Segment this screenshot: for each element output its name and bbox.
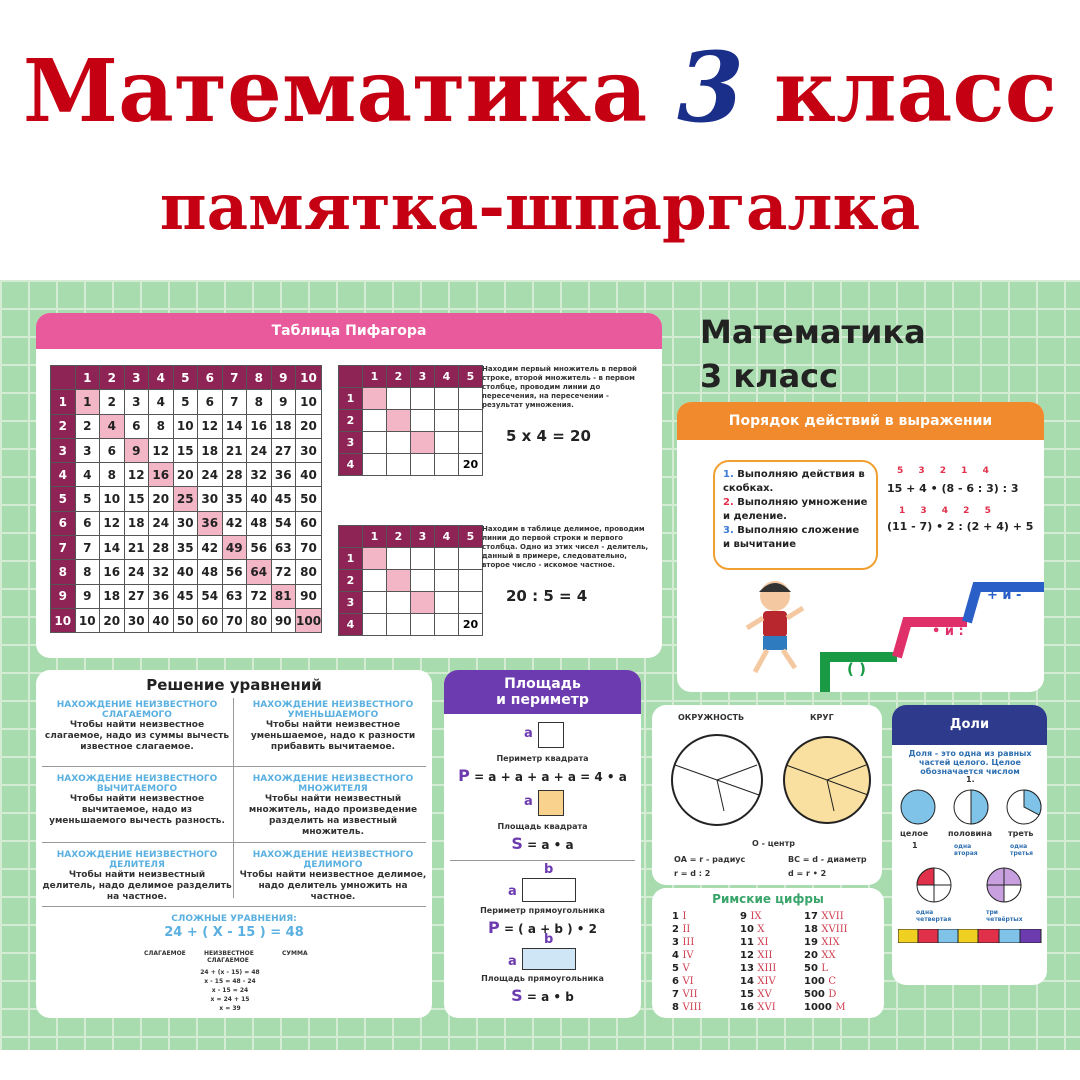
rectangle-outline: [522, 878, 576, 902]
square-area-formula: S = a • a: [511, 834, 574, 853]
quarter-circles: [912, 865, 1032, 905]
roman-row: 14 XIV: [740, 976, 776, 987]
product-cell: 15: [173, 438, 198, 462]
rect-perimeter-label: Периметр прямоугольника: [480, 906, 605, 915]
product-cell: 14: [222, 414, 247, 438]
product-cell: 63: [271, 536, 296, 560]
header-cell: 8: [247, 366, 272, 390]
pythagoras-card: [36, 313, 662, 658]
product-cell: 28: [222, 463, 247, 487]
three-quarters-words: три четвёртых: [986, 909, 1023, 923]
product-cell: 27: [271, 438, 296, 462]
equations-card: [36, 670, 432, 1018]
expr1: 15 + 4 • (8 - 6 : 3) : 3: [887, 482, 1019, 495]
product-cell: 7: [222, 390, 247, 414]
product-cell: 1: [75, 390, 100, 414]
pythagoras-title: Таблица Пифагора: [36, 313, 662, 349]
product-cell: 10: [296, 390, 322, 414]
circle-diagrams: [662, 725, 872, 835]
product-cell: 32: [247, 463, 272, 487]
product-cell: 20: [173, 463, 198, 487]
divide-note: Находим в таблице делимое, проводим линии до первой строки и первого столбца. Одно из этих чисел - делитель, данный в примере, следовательно, второе число - искомое частное.: [482, 525, 649, 569]
header-cell: 10: [51, 608, 76, 632]
third-words: одна третья: [1010, 843, 1033, 857]
divider: [450, 860, 635, 861]
cheat-sheet-board: [0, 280, 1080, 1050]
mini-cell: [435, 454, 459, 476]
product-cell: 50: [173, 608, 198, 632]
product-cell: 42: [222, 511, 247, 535]
product-cell: 20: [296, 414, 322, 438]
divider: [233, 698, 234, 898]
half-words: одна вторая: [954, 843, 978, 857]
mini-cell: 3: [339, 432, 363, 454]
product-cell: 48: [247, 511, 272, 535]
product-cell: 63: [222, 584, 247, 608]
expr2: (11 - 7) • 2 : (2 + 4) + 5: [887, 520, 1034, 533]
square-perimeter-formula: P = a + a + a + a = 4 • a: [458, 766, 627, 785]
product-cell: 2: [75, 414, 100, 438]
header-cell: 8: [51, 560, 76, 584]
mini-cell: 4: [339, 454, 363, 476]
product-cell: 5: [173, 390, 198, 414]
mini-cell: [411, 432, 435, 454]
roman-column: [804, 910, 848, 1014]
product-cell: 27: [124, 584, 149, 608]
mini-cell: [411, 592, 435, 614]
product-cell: 9: [75, 584, 100, 608]
roman-row: 7 VII: [672, 989, 698, 1000]
mini-cell: 1: [363, 526, 387, 548]
mini-cell: [363, 410, 387, 432]
mini-cell: [435, 432, 459, 454]
product-cell: 18: [100, 584, 125, 608]
roman-row: 8 VIII: [672, 1002, 702, 1013]
mini-cell: 20: [459, 454, 483, 476]
side-a-label: a: [524, 726, 533, 741]
mini-cell: 5: [459, 526, 483, 548]
product-cell: 2: [100, 390, 125, 414]
label-sum: СУММА: [282, 950, 308, 957]
product-cell: 6: [198, 390, 223, 414]
solution-steps: 24 + (x - 15) = 48 x - 15 = 48 - 24 x - 15 = 24 x = 24 + 15 x = 39: [200, 969, 260, 1012]
product-cell: 36: [149, 584, 174, 608]
mini-cell: [411, 454, 435, 476]
mini-cell: 2: [387, 366, 411, 388]
header-cell: 1: [75, 366, 100, 390]
roman-row: 18 XVIII: [804, 924, 848, 935]
expr2-order: 1 3 4 2 5: [899, 506, 997, 516]
circle-card: [652, 705, 882, 885]
mini-cell: [363, 570, 387, 592]
subtitle: памятка-шпаргалка: [159, 170, 921, 245]
header-cell: 6: [198, 366, 223, 390]
mini-cell: [387, 454, 411, 476]
product-cell: 16: [100, 560, 125, 584]
complex-equations: СЛОЖНЫЕ УРАВНЕНИЯ: 24 + ( X - 15 ) = 48: [164, 914, 304, 940]
radius-def: ОА = r - радиус: [674, 855, 746, 864]
product-cell: 40: [296, 463, 322, 487]
product-cell: 18: [271, 414, 296, 438]
square-filled: [538, 790, 564, 816]
multiplication-table: [50, 365, 322, 633]
product-cell: 12: [198, 414, 223, 438]
product-cell: 8: [149, 414, 174, 438]
roman-row: 3 III: [672, 937, 695, 948]
product-cell: 24: [124, 560, 149, 584]
product-cell: 20: [149, 487, 174, 511]
diameter-formula: d = r • 2: [788, 869, 827, 878]
product-cell: 21: [222, 438, 247, 462]
whole-label: целое: [900, 829, 929, 838]
product-cell: 60: [198, 608, 223, 632]
mini-cell: 1: [339, 548, 363, 570]
mini-cell: [387, 614, 411, 636]
mini-cell: [363, 548, 387, 570]
third-label: треть: [1008, 829, 1034, 838]
side-b-label: b: [544, 862, 554, 877]
product-cell: 81: [271, 584, 296, 608]
mini-cell: [339, 526, 363, 548]
mini-cell: [387, 570, 411, 592]
header-cell: 1: [51, 390, 76, 414]
product-cell: 40: [247, 487, 272, 511]
rect-perimeter-formula: P = ( a + b ) • 2: [488, 918, 597, 937]
product-cell: 30: [173, 511, 198, 535]
product-cell: 15: [124, 487, 149, 511]
area-title: Площадь и периметр: [444, 670, 641, 714]
product-cell: 28: [149, 536, 174, 560]
product-cell: 5: [75, 487, 100, 511]
header-cell: 2: [51, 414, 76, 438]
mini-cell: [411, 570, 435, 592]
mini-cell: [339, 366, 363, 388]
main-title: Математика 3 класс: [22, 31, 1058, 144]
half-label: половина: [948, 829, 992, 838]
equations-title: Решение уравнений: [146, 676, 322, 694]
divider: [42, 842, 426, 843]
roman-title: Римские цифры: [712, 892, 824, 906]
mini-cell: [363, 432, 387, 454]
rule-dividend: НАХОЖДЕНИЕ НЕИЗВЕСТНОГО ДЕЛИМОГО Чтобы найти неизвестное делимое, надо делитель умножить на частное.: [239, 850, 427, 902]
product-cell: 72: [271, 560, 296, 584]
product-cell: 60: [296, 511, 322, 535]
corner-cell: [51, 366, 76, 390]
side-a-label: a: [524, 794, 533, 809]
multiply-note: Находим первый множитель в первой строке, второй множитель - в первом столбце, проводим линии до пересечения, на пересечении - результат умножения.: [482, 365, 637, 409]
roman-row: 9 IX: [740, 911, 762, 922]
square-outline: [538, 722, 564, 748]
mini-cell: [459, 548, 483, 570]
product-cell: 3: [75, 438, 100, 462]
boy-illustration: [737, 578, 807, 678]
product-cell: 16: [247, 414, 272, 438]
product-cell: 8: [247, 390, 272, 414]
side-a-label: a: [508, 884, 517, 899]
mini-cell: [387, 432, 411, 454]
mini-cell: [435, 410, 459, 432]
product-cell: 12: [149, 438, 174, 462]
mini-cell: [411, 410, 435, 432]
rule-factor: НАХОЖДЕНИЕ НЕИЗВЕСТНОГО МНОЖИТЕЛЯ Чтобы найти неизвестный множитель, надо произведение разделить на известный множитель.: [248, 774, 418, 837]
product-cell: 6: [75, 511, 100, 535]
rule-addend: НАХОЖДЕНИЕ НЕИЗВЕСТНОГО СЛАГАЕМОГО Чтобы найти неизвестное слагаемое, надо из суммы вычесть известное слагаемое.: [44, 700, 230, 752]
roman-row: 1000 M: [804, 1002, 846, 1013]
product-cell: 12: [100, 511, 125, 535]
quarter-words: одна четвертая: [916, 909, 952, 923]
label-unknown: НЕИЗВЕСТНОЕ СЛАГАЕМОЕ: [204, 950, 254, 964]
product-cell: 80: [247, 608, 272, 632]
product-cell: 12: [124, 463, 149, 487]
mini-cell: [387, 388, 411, 410]
stair-multiply: • и :: [932, 624, 964, 639]
product-cell: 54: [271, 511, 296, 535]
mini-cell: [363, 614, 387, 636]
mini-cell: [459, 388, 483, 410]
header-cell: 3: [124, 366, 149, 390]
fractions-title: Доли: [892, 705, 1047, 745]
product-cell: 9: [124, 438, 149, 462]
fraction-circles: [898, 787, 1044, 827]
product-cell: 35: [222, 487, 247, 511]
expr1-order: 5 3 2 1 4: [897, 466, 995, 476]
one-label: 1.: [966, 775, 975, 784]
mini-cell: 20: [459, 614, 483, 636]
product-cell: 40: [173, 560, 198, 584]
header-cell: 4: [51, 463, 76, 487]
fractions-card: [892, 705, 1047, 985]
sevenths-bar: [898, 929, 1042, 943]
mini-cell: 4: [435, 366, 459, 388]
mini-cell: 1: [363, 366, 387, 388]
roman-row: 10 X: [740, 924, 765, 935]
rect-area-label: Площадь прямоугольника: [481, 974, 604, 983]
product-cell: 25: [173, 487, 198, 511]
divide-example: 20 : 5 = 4: [506, 587, 588, 605]
product-cell: 72: [247, 584, 272, 608]
rectangle-filled: [522, 948, 576, 970]
mini-cell: [387, 410, 411, 432]
mini-cell: [435, 548, 459, 570]
square-perimeter-label: Периметр квадрата: [496, 754, 589, 763]
product-cell: 4: [149, 390, 174, 414]
rule-subtrahend: НАХОЖДЕНИЕ НЕИЗВЕСТНОГО ВЫЧИТАЕМОГО Чтобы найти неизвестное вычитаемое, надо из уменьшаемого вычесть разность.: [49, 774, 225, 826]
roman-row: 50 L: [804, 963, 829, 974]
product-cell: 90: [271, 608, 296, 632]
mini-cell: [435, 388, 459, 410]
multiply-example: 5 x 4 = 20: [506, 427, 591, 445]
divider: [42, 906, 426, 907]
mini-cell: 3: [411, 366, 435, 388]
product-cell: 24: [149, 511, 174, 535]
mini-cell: [459, 570, 483, 592]
circle-label: ОКРУЖНОСТЬ: [678, 713, 745, 722]
roman-row: 16 XVI: [740, 1002, 776, 1013]
product-cell: 6: [100, 438, 125, 462]
product-cell: 7: [75, 536, 100, 560]
roman-row: 6 VI: [672, 976, 694, 987]
roman-row: 4 IV: [672, 950, 694, 961]
header-cell: 6: [51, 511, 76, 535]
product-cell: 8: [100, 463, 125, 487]
product-cell: 10: [100, 487, 125, 511]
order-title: Порядок действий в выражении: [677, 402, 1044, 440]
product-cell: 35: [173, 536, 198, 560]
header-cell: 9: [51, 584, 76, 608]
label-addend: СЛАГАЕМОЕ: [144, 950, 186, 957]
product-cell: 18: [124, 511, 149, 535]
product-cell: 42: [198, 536, 223, 560]
mini-cell: 4: [435, 526, 459, 548]
header-cell: 7: [51, 536, 76, 560]
product-cell: 18: [198, 438, 223, 462]
whole-number: 1: [912, 841, 918, 850]
product-cell: 56: [247, 536, 272, 560]
rule-divisor: НАХОЖДЕНИЕ НЕИЗВЕСТНОГО ДЕЛИТЕЛЯ Чтобы найти неизвестный делитель, надо делимое разделить на частное.: [42, 850, 232, 902]
roman-row: 12 XII: [740, 950, 773, 961]
header-cell: 3: [51, 438, 76, 462]
product-cell: 36: [198, 511, 223, 535]
mini-cell: [363, 388, 387, 410]
mini-cell: [363, 454, 387, 476]
product-cell: 10: [75, 608, 100, 632]
mini-cell: [459, 432, 483, 454]
header-cell: 9: [271, 366, 296, 390]
product-cell: 56: [222, 560, 247, 584]
mini-cell: 2: [387, 526, 411, 548]
header-cell: 4: [149, 366, 174, 390]
product-cell: 48: [198, 560, 223, 584]
roman-row: 13 XIII: [740, 963, 777, 974]
fractions-def: Доля - это одна из равных частей целого. Целое обозначается числом: [908, 749, 1032, 776]
side-a-label: a: [508, 954, 517, 969]
divider: [42, 766, 426, 767]
roman-row: 5 V: [672, 963, 690, 974]
mini-cell: [411, 614, 435, 636]
product-cell: 70: [222, 608, 247, 632]
side-b-label: b: [544, 932, 554, 947]
product-cell: 16: [149, 463, 174, 487]
product-cell: 50: [296, 487, 322, 511]
product-cell: 64: [247, 560, 272, 584]
mini-cell: 3: [411, 526, 435, 548]
disk-label: КРУГ: [810, 713, 834, 722]
mini-cell: 3: [339, 592, 363, 614]
product-cell: 4: [75, 463, 100, 487]
stair-brackets: ( ): [847, 660, 866, 678]
product-cell: 30: [198, 487, 223, 511]
roman-row: 19 XIX: [804, 937, 840, 948]
roman-row: 15 XV: [740, 989, 772, 1000]
mini-cell: [459, 410, 483, 432]
mini-cell: [363, 592, 387, 614]
product-cell: 20: [100, 608, 125, 632]
rule-minuend: НАХОЖДЕНИЕ НЕИЗВЕСТНОГО УМЕНЬШАЕМОГО Чтобы найти неизвестное уменьшаемое, надо к разности прибавить вычитаемое.: [250, 700, 416, 752]
rect-area-formula: S = a • b: [511, 986, 574, 1005]
roman-row: 11 XI: [740, 937, 769, 948]
product-cell: 8: [75, 560, 100, 584]
roman-row: 500 D: [804, 989, 837, 1000]
mini-cell: 2: [339, 570, 363, 592]
roman-row: 17 XVII: [804, 911, 844, 922]
square-area-label: Площадь квадрата: [497, 822, 588, 831]
product-cell: 45: [271, 487, 296, 511]
mini-cell: 1: [339, 388, 363, 410]
roman-row: 100 C: [804, 976, 837, 987]
header-cell: 7: [222, 366, 247, 390]
product-cell: 30: [296, 438, 322, 462]
mini-cell: [387, 592, 411, 614]
product-cell: 21: [124, 536, 149, 560]
roman-row: 1 I: [672, 911, 687, 922]
product-cell: 9: [271, 390, 296, 414]
product-cell: 40: [149, 608, 174, 632]
product-cell: 32: [149, 560, 174, 584]
product-cell: 80: [296, 560, 322, 584]
radius-formula: r = d : 2: [674, 869, 711, 878]
mini-table-multiply: [338, 365, 483, 476]
header-cell: 5: [51, 487, 76, 511]
product-cell: 100: [296, 608, 322, 632]
mini-cell: [435, 592, 459, 614]
order-of-operations-card: [677, 402, 1044, 692]
mini-cell: [387, 548, 411, 570]
header-cell: 2: [100, 366, 125, 390]
product-cell: 70: [296, 536, 322, 560]
roman-column: [740, 910, 776, 1014]
product-cell: 14: [100, 536, 125, 560]
product-cell: 10: [173, 414, 198, 438]
mini-cell: 5: [459, 366, 483, 388]
mini-cell: [435, 614, 459, 636]
mini-cell: [435, 570, 459, 592]
roman-row: 20 XX: [804, 950, 836, 961]
roman-column: [672, 910, 702, 1014]
product-cell: 24: [247, 438, 272, 462]
product-cell: 6: [124, 414, 149, 438]
header-cell: 10: [296, 366, 322, 390]
header-cell: 5: [173, 366, 198, 390]
roman-row: 2 II: [672, 924, 691, 935]
center-def: О - центр: [752, 839, 795, 848]
product-cell: 45: [173, 584, 198, 608]
product-cell: 54: [198, 584, 223, 608]
product-cell: 36: [271, 463, 296, 487]
product-cell: 49: [222, 536, 247, 560]
product-cell: 3: [124, 390, 149, 414]
diameter-def: ВС = d - диаметр: [788, 855, 867, 864]
mini-cell: [411, 388, 435, 410]
area-perimeter-card: [444, 670, 641, 1018]
speech-bubble: 1. Выполняю действия в скобках. 2. Выполняю умножение и деление. 3. Выполняю сложение и вычитание: [713, 460, 878, 570]
product-cell: 90: [296, 584, 322, 608]
mini-table-divide: [338, 525, 483, 636]
mini-cell: [459, 592, 483, 614]
mini-cell: 4: [339, 614, 363, 636]
mini-cell: 2: [339, 410, 363, 432]
product-cell: 24: [198, 463, 223, 487]
right-title: Математика 3 класс: [700, 313, 926, 395]
product-cell: 4: [100, 414, 125, 438]
product-cell: 30: [124, 608, 149, 632]
mini-cell: [411, 548, 435, 570]
roman-numerals-card: [652, 888, 884, 1018]
stair-add: + и -: [987, 588, 1022, 603]
